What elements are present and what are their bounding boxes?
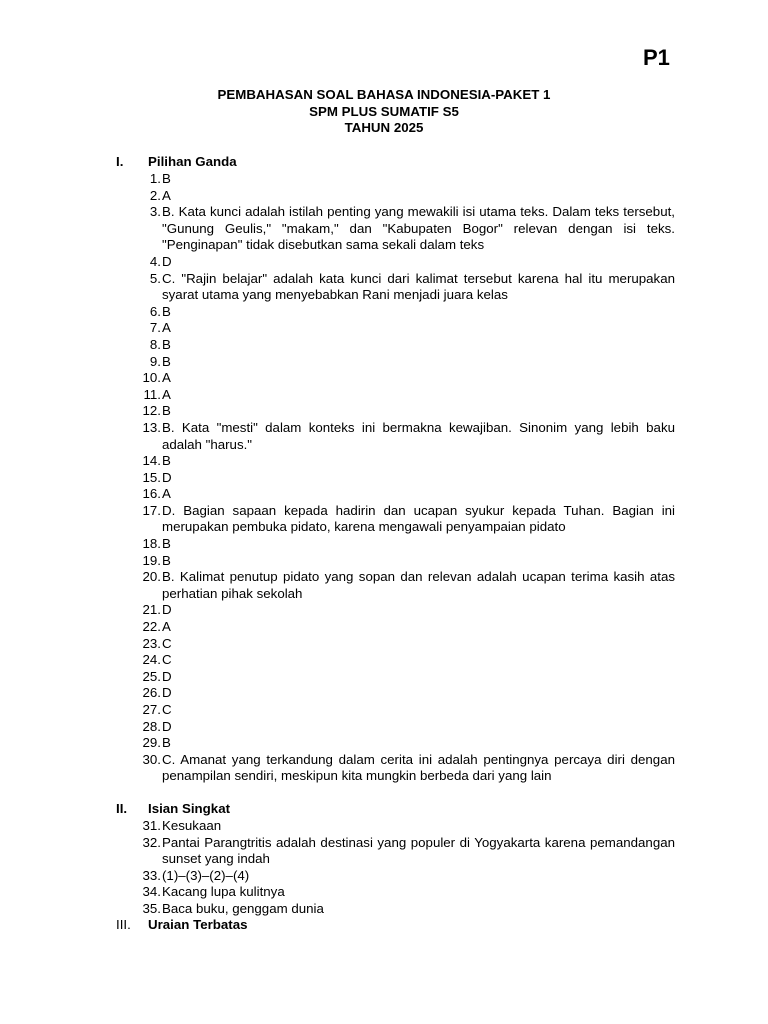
item-number: 4. [149, 253, 161, 269]
list-item [116, 354, 675, 371]
item-number: 23. [142, 635, 161, 651]
list-item [116, 901, 675, 918]
item-number: 11. [143, 386, 161, 402]
item-answer: A [162, 386, 171, 402]
item-number: 22. [142, 619, 161, 635]
item-number: 20. [142, 569, 161, 585]
item-answer: B [162, 336, 171, 352]
list-item [116, 752, 675, 785]
item-number: 24. [142, 652, 161, 668]
item-answer: A [162, 619, 171, 635]
item-answer: Kacang lupa kulitnya [162, 884, 285, 900]
item-answer: B [162, 453, 171, 469]
item-number: 1. [149, 171, 161, 186]
item-number: 19. [142, 552, 161, 568]
section-2-list [116, 818, 675, 918]
list-item [116, 536, 675, 553]
item-answer: A [162, 370, 171, 386]
item-number: 26. [142, 685, 161, 701]
item-number: 10. [142, 370, 161, 386]
item-number: 17. [142, 502, 161, 518]
item-number: 13. [142, 419, 161, 435]
section-1-heading [116, 154, 237, 171]
list-item [116, 420, 675, 453]
item-answer: D [162, 668, 172, 684]
item-number: 25. [142, 668, 161, 684]
item-number: 5. [149, 270, 161, 286]
item-answer: B. Kata "mesti" dalam konteks ini bermakna kewajiban. Sinonim yang lebih baku adalah "harus." [162, 419, 675, 452]
section-1-list [116, 171, 675, 785]
section-2-title: Isian Singkat [148, 801, 231, 816]
list-item [116, 652, 675, 669]
item-answer: D [162, 469, 172, 485]
item-answer: D [162, 718, 172, 734]
list-item [116, 602, 675, 619]
section-3-heading [116, 917, 248, 934]
item-answer: Baca buku, genggam dunia [162, 900, 324, 916]
item-answer: A [162, 187, 171, 203]
item-answer: A [162, 486, 171, 502]
list-item [116, 188, 675, 205]
item-answer: Kesukaan [162, 818, 222, 833]
title-line-1: PEMBAHASAN SOAL BAHASA INDONESIA-PAKET 1 [217, 87, 551, 102]
item-answer: B [162, 552, 171, 568]
list-item [116, 868, 675, 885]
list-item [116, 403, 675, 420]
list-item [116, 486, 675, 503]
list-item [116, 636, 675, 653]
list-item [116, 204, 675, 254]
item-answer: B [162, 171, 171, 186]
item-number: 18. [142, 536, 161, 552]
item-answer: C. Amanat yang terkandung dalam cerita ini adalah pentingnya percaya diri dengan penampilan sendiri, meskipun kita mungkin berbeda dari yang lain [162, 751, 675, 784]
item-number: 27. [142, 702, 161, 717]
item-answer: B [162, 353, 171, 369]
item-number: 31. [142, 818, 161, 833]
item-number: 33. [142, 867, 161, 883]
item-number: 28. [142, 718, 161, 734]
item-number: 2. [149, 187, 161, 203]
item-answer: B [162, 403, 171, 419]
list-item [116, 254, 675, 271]
list-item [116, 320, 675, 337]
list-item [116, 453, 675, 470]
title-line-2: SPM PLUS SUMATIF S5 [309, 103, 459, 119]
item-number: 32. [142, 834, 161, 850]
item-number: 35. [142, 900, 161, 916]
item-number: 21. [142, 602, 161, 618]
list-item [116, 271, 675, 304]
item-answer: C [162, 652, 172, 668]
list-item [116, 171, 675, 188]
list-item [116, 370, 675, 387]
section-3-roman: III. [116, 917, 131, 932]
item-number: 30. [142, 751, 161, 767]
document-title [0, 87, 768, 137]
list-item [116, 884, 675, 901]
item-answer: B [162, 536, 171, 552]
item-number: 8. [149, 336, 161, 352]
item-number: 34. [142, 884, 161, 900]
item-answer: B. Kata kunci adalah istilah penting yang mewakili isi utama teks. Dalam teks tersebut, "Gunung Geulis," "makam," dan "Kabupaten Bogor" relevan dengan isi teks. "Penginapan" tidak disebutkan sama sekali dalam teks [162, 204, 675, 253]
item-number: 14. [142, 453, 161, 469]
item-answer: Pantai Parangtritis adalah destinasi yang populer di Yogyakarta karena pemandangan sunset yang indah [162, 834, 675, 867]
item-number: 9. [149, 353, 161, 369]
item-number: 12. [142, 403, 161, 419]
list-item [116, 387, 675, 404]
page-badge: P1 [643, 45, 670, 70]
item-answer: B [162, 303, 171, 319]
item-answer: B [162, 735, 171, 751]
item-number: 15. [142, 469, 161, 485]
list-item [116, 835, 675, 868]
list-item [116, 470, 675, 487]
item-answer: D [162, 685, 172, 701]
list-item [116, 553, 675, 570]
item-number: 29. [142, 735, 161, 751]
item-answer: C [162, 702, 172, 717]
list-item [116, 569, 675, 602]
item-answer: D [162, 253, 172, 269]
item-answer: B. Kalimat penutup pidato yang sopan dan relevan adalah ucapan terima kasih atas perhatian pihak sekolah [162, 569, 675, 601]
item-answer: C [162, 635, 172, 651]
list-item [116, 818, 675, 835]
section-2-roman: II. [116, 801, 128, 816]
item-answer: (1)–(3)–(2)–(4) [162, 867, 250, 883]
item-number: 6. [149, 303, 161, 319]
list-item [116, 619, 675, 636]
title-line-3: TAHUN 2025 [344, 120, 424, 135]
item-answer: D [162, 602, 172, 618]
section-2-heading [116, 801, 230, 818]
item-answer: A [162, 320, 171, 336]
list-item [116, 719, 675, 736]
item-number: 3. [149, 204, 161, 220]
list-item [116, 735, 675, 752]
list-item [116, 702, 675, 719]
list-item [116, 337, 675, 354]
section-3-title: Uraian Terbatas [148, 917, 248, 932]
list-item [116, 304, 675, 321]
item-answer: C. "Rajin belajar" adalah kata kunci dari kalimat tersebut karena hal itu merupakan syarat utama yang menyebabkan Rani menjadi juara kelas [162, 270, 675, 303]
list-item [116, 685, 675, 702]
section-1-roman: I. [116, 154, 124, 169]
section-1-title: Pilihan Ganda [148, 154, 237, 169]
list-item [116, 503, 675, 536]
item-answer: D. Bagian sapaan kepada hadirin dan ucapan syukur kepada Tuhan. Bagian ini merupakan pembuka pidato, karena mengawali penyampaian pidato [162, 502, 675, 535]
item-number: 7. [149, 320, 161, 336]
item-number: 16. [142, 486, 161, 502]
list-item [116, 669, 675, 686]
